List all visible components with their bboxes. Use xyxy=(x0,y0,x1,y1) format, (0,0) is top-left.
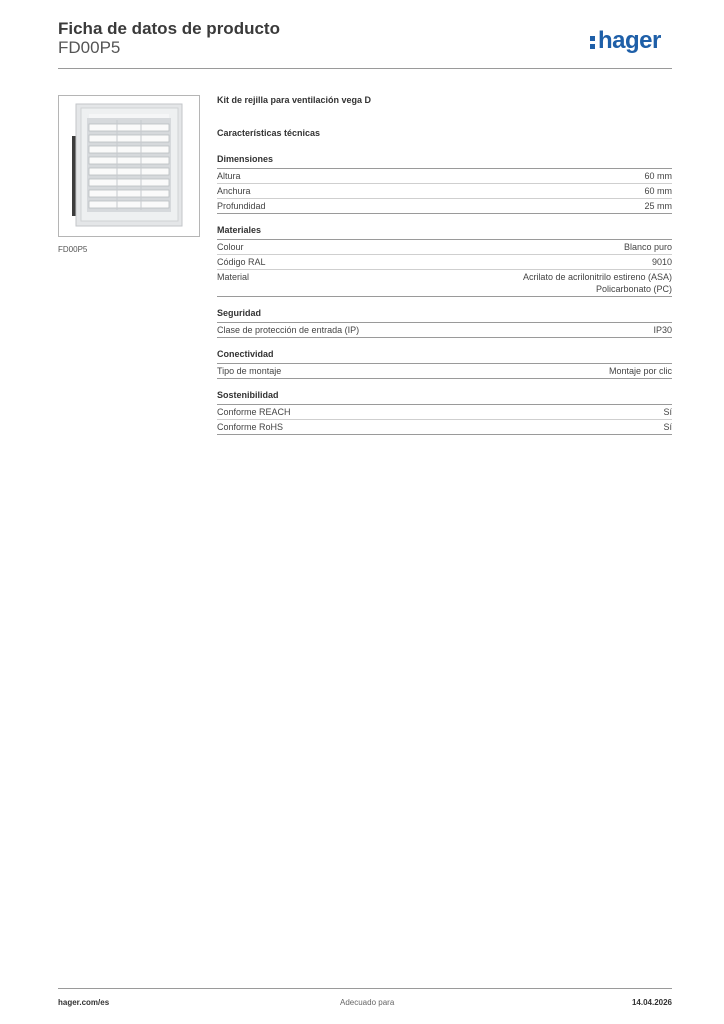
spec-row xyxy=(217,199,672,214)
ventilation-grille-icon xyxy=(59,96,199,236)
spec-value xyxy=(644,200,672,212)
spec-section xyxy=(217,308,672,338)
spec-value-line: 9010 xyxy=(651,257,672,267)
spec-label: Tipo de montaje xyxy=(217,366,282,376)
spec-value-line: Sí xyxy=(663,422,672,432)
spec-row xyxy=(217,255,672,270)
spec-value-line: 60 mm xyxy=(644,171,672,181)
spec-value xyxy=(653,324,672,336)
product-image xyxy=(58,95,200,237)
spec-row xyxy=(217,169,672,184)
spec-label: Altura xyxy=(217,171,241,181)
product-details xyxy=(217,95,672,435)
spec-value xyxy=(663,421,672,433)
spec-value xyxy=(644,170,672,182)
spec-label: Código RAL xyxy=(217,257,266,267)
spec-label: Material xyxy=(217,272,250,282)
page-title: Ficha de datos de producto xyxy=(58,19,280,38)
spec-value-line: 25 mm xyxy=(644,201,672,211)
footer-divider xyxy=(58,988,672,989)
spec-label: Conforme REACH xyxy=(217,407,291,417)
spec-value xyxy=(652,256,672,268)
spec-section xyxy=(217,390,672,435)
spec-value xyxy=(663,406,672,418)
hager-logo xyxy=(590,27,661,55)
spec-section xyxy=(217,225,672,297)
spec-section xyxy=(217,349,672,379)
section-title: Seguridad xyxy=(217,308,672,323)
product-description: Kit de rejilla para ventilación vega D xyxy=(217,95,372,105)
spec-section xyxy=(217,154,672,214)
spec-value xyxy=(523,271,672,295)
logo-dots-icon xyxy=(590,32,596,50)
spec-row xyxy=(217,240,672,255)
section-gap xyxy=(217,338,672,349)
section-title: Materiales xyxy=(217,225,672,240)
spec-label: Anchura xyxy=(217,186,251,196)
footer-center-text: Adecuado para xyxy=(340,998,395,1007)
section-title: Conectividad xyxy=(217,349,672,364)
section-gap xyxy=(217,214,672,225)
spec-value-line: Blanco puro xyxy=(623,242,672,252)
spec-row xyxy=(217,270,672,297)
header-divider xyxy=(58,68,672,69)
spec-value-line: Montaje por clic xyxy=(608,366,672,376)
section-title: Sostenibilidad xyxy=(217,390,672,405)
spec-value xyxy=(609,365,672,377)
footer-date: 14.04.2026 xyxy=(631,998,672,1007)
spec-value-line: 60 mm xyxy=(644,186,672,196)
logo-text: hager xyxy=(598,27,661,54)
spec-value-line: Acrilato de acrilonitrilo estireno (ASA) xyxy=(522,272,672,282)
spec-value xyxy=(644,185,672,197)
technical-characteristics-heading: Características técnicas xyxy=(217,128,321,138)
spec-sections xyxy=(217,154,672,435)
spec-label: Profundidad xyxy=(217,201,266,211)
spec-label: Clase de protección de entrada (IP) xyxy=(217,325,360,335)
spec-value-line: Policarbonato (PC) xyxy=(595,284,672,294)
spec-value-line: Sí xyxy=(663,407,672,417)
spec-row xyxy=(217,420,672,435)
section-title: Dimensiones xyxy=(217,154,672,169)
spec-row xyxy=(217,184,672,199)
section-gap xyxy=(217,297,672,308)
image-caption: FD00P5 xyxy=(58,245,88,254)
spec-row xyxy=(217,323,672,338)
spec-row xyxy=(217,364,672,379)
spec-row xyxy=(217,405,672,420)
section-gap xyxy=(217,379,672,390)
spec-value-line: IP30 xyxy=(653,325,672,335)
footer-website: hager.com/es xyxy=(58,998,110,1007)
product-code: FD00P5 xyxy=(58,38,121,57)
spec-label: Colour xyxy=(217,242,244,252)
spec-label: Conforme RoHS xyxy=(217,422,284,432)
spec-value xyxy=(624,241,672,253)
